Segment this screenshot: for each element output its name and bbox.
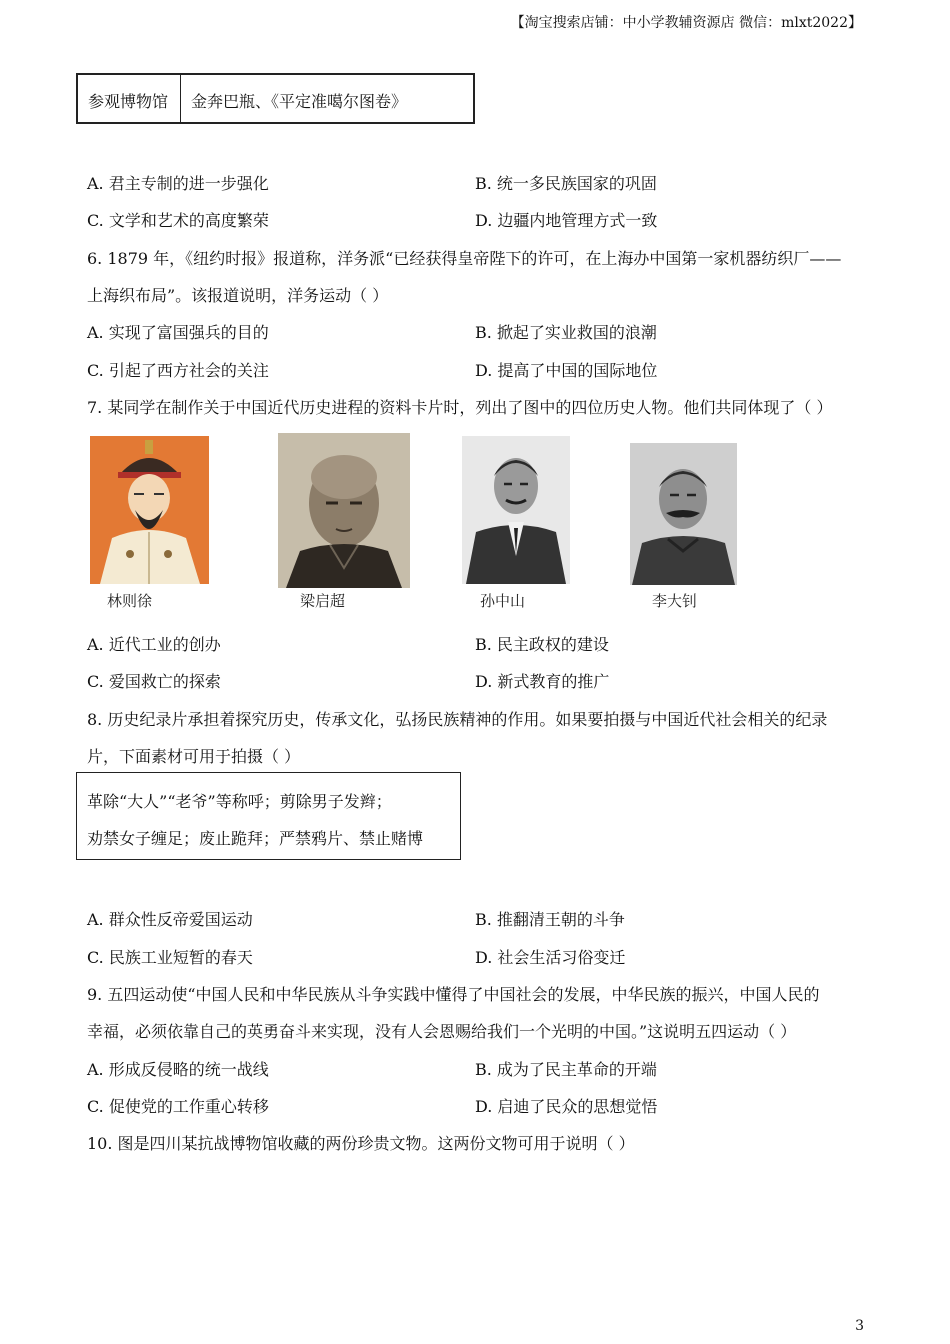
q7-option-b: B. 民主政权的建设 (475, 635, 609, 654)
q6-option-d: D. 提高了中国的国际地位 (475, 361, 658, 380)
portrait-lin-zexu (90, 436, 209, 584)
q5-option-c: C. 文学和艺术的高度繁荣 (87, 211, 269, 230)
q8-material-box (76, 772, 461, 860)
q7-option-c: C. 爱国救亡的探索 (87, 672, 221, 691)
museum-table-left-cell: 参观博物馆 (88, 92, 169, 111)
q7-option-a: A. 近代工业的创办 (87, 635, 221, 654)
q8-stem-line2: 片，下面素材可用于拍摄（ ） (87, 747, 301, 766)
caption-liang-qichao: 梁启超 (300, 592, 346, 610)
page-header: 【淘宝搜索店铺：中小学教辅资源店 微信：mlxt2022】 (510, 15, 862, 31)
q8-material-line1: 革除“大人”“老爷”等称呼；剪除男子发辫； (87, 792, 392, 811)
q6-option-c: C. 引起了西方社会的关注 (87, 361, 269, 380)
q7-option-d: D. 新式教育的推广 (475, 672, 610, 691)
q5-option-b: B. 统一多民族国家的巩固 (475, 174, 657, 193)
museum-table-right-cell: 金奔巴瓶、《平定准噶尔图卷》 (191, 92, 408, 111)
portrait-li-dazhao (630, 443, 737, 585)
q8-option-b: B. 推翻清王朝的斗争 (475, 910, 625, 929)
q9-stem-line1: 9. 五四运动使“中国人民和中华民族从斗争实践中懂得了中国社会的发展，中华民族的振兴，中国人民的 (87, 985, 820, 1004)
museum-table (76, 73, 475, 124)
caption-lin-zexu: 林则徐 (107, 592, 153, 610)
q6-option-b: B. 掀起了实业救国的浪潮 (475, 323, 657, 342)
caption-li-dazhao: 李大钊 (652, 592, 698, 610)
portrait-sun-yat-sen (462, 436, 570, 584)
q8-option-a: A. 群众性反帝爱国运动 (87, 910, 253, 929)
q6-stem-line1: 6. 1879 年，《纽约时报》报道称，洋务派“已经获得皇帝陛下的许可，在上海办中国第一家机器纺织厂—— (87, 249, 842, 268)
portrait-liang-qichao (278, 433, 410, 588)
q9-option-b: B. 成为了民主革命的开端 (475, 1060, 657, 1079)
q6-stem-line2: 上海织布局”。该报道说明，洋务运动（ ） (87, 286, 389, 305)
q9-option-a: A. 形成反侵略的统一战线 (87, 1060, 269, 1079)
q9-option-d: D. 启迪了民众的思想觉悟 (475, 1097, 658, 1116)
q10-stem: 10. 图是四川某抗战博物馆收藏的两份珍贵文物。这两份文物可用于说明（ ） (87, 1134, 635, 1153)
q9-stem-line2: 幸福，必须依靠自己的英勇奋斗来实现，没有人会恩赐给我们一个光明的中国。”这说明五四运动（ ） (87, 1022, 797, 1041)
q8-stem-line1: 8. 历史纪录片承担着探究历史，传承文化，弘扬民族精神的作用。如果要拍摄与中国近代社会相关的纪录 (87, 710, 828, 729)
caption-sun-yat-sen: 孙中山 (480, 592, 526, 610)
q5-option-d: D. 边疆内地管理方式一致 (475, 211, 658, 230)
q6-option-a: A. 实现了富国强兵的目的 (87, 323, 269, 342)
q9-option-c: C. 促使党的工作重心转移 (87, 1097, 269, 1116)
q7-stem: 7. 某同学在制作关于中国近代历史进程的资料卡片时，列出了图中的四位历史人物。他们共同体现了（ ） (87, 398, 833, 417)
table-divider (180, 75, 181, 122)
q8-option-c: C. 民族工业短暂的春天 (87, 948, 253, 967)
page-number: 3 (855, 1318, 864, 1334)
q8-option-d: D. 社会生活习俗变迁 (475, 948, 626, 967)
q8-material-line2: 劝禁女子缠足；废止跪拜；严禁鸦片、禁止赌博 (87, 829, 424, 848)
q5-option-a: A. 君主专制的进一步强化 (87, 174, 269, 193)
